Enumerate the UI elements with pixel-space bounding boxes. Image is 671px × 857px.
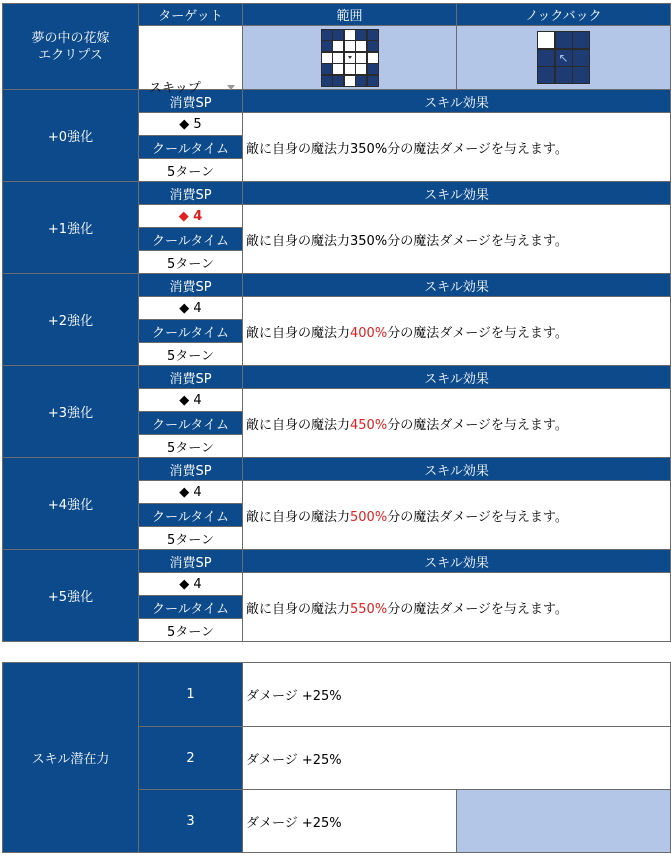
effect-suffix: 分の魔法ダメージを与えます。 <box>387 141 568 157</box>
chevron-down-icon[interactable] <box>227 85 235 90</box>
potential-num-2: 2 <box>139 727 243 790</box>
effect-text-5 <box>243 573 671 642</box>
range-cell <box>243 26 457 90</box>
level-name-2: +2強化 <box>3 274 139 366</box>
knockback-grid-icon: ↖ <box>537 31 590 84</box>
header-knockback: ノックバック <box>457 4 671 26</box>
effect-label: スキル効果 <box>243 182 671 205</box>
effect-suffix: 分の魔法ダメージを与えます。 <box>387 509 568 525</box>
effect-text-0 <box>243 113 671 182</box>
cooltime-label: クールタイム <box>139 320 243 343</box>
effect-label: スキル効果 <box>243 550 671 573</box>
skill-name-line1: 夢の中の花嫁 <box>31 30 110 46</box>
effect-label: スキル効果 <box>243 366 671 389</box>
effect-label: スキル効果 <box>243 90 671 113</box>
header-target: ターゲット <box>139 4 243 26</box>
sp-label: 消費SP <box>139 458 243 481</box>
cooltime-value-2: 5ターン <box>139 343 243 366</box>
potential-num-3: 3 <box>139 790 243 853</box>
skill-name-cell <box>3 4 139 90</box>
level-name-3: +3強化 <box>3 366 139 458</box>
sp-label: 消費SP <box>139 274 243 297</box>
sp-value-0: ◆ 5 <box>139 113 243 136</box>
effect-prefix: 敵に自身の魔法力 <box>246 601 351 617</box>
effect-prefix: 敵に自身の魔法力 <box>246 233 351 249</box>
effect-prefix: 敵に自身の魔法力 <box>246 509 351 525</box>
level-name-1: +1強化 <box>3 182 139 274</box>
effect-text-4 <box>243 481 671 550</box>
effect-suffix: 分の魔法ダメージを与えます。 <box>387 601 568 617</box>
effect-suffix: 分の魔法ダメージを与えます。 <box>387 417 568 433</box>
cooltime-value-5: 5ターン <box>139 619 243 642</box>
cooltime-label: クールタイム <box>139 504 243 527</box>
level-name-4: +4強化 <box>3 458 139 550</box>
effect-text-3 <box>243 389 671 458</box>
range-grid-icon <box>321 29 379 87</box>
potential-text-3: ダメージ +25% <box>243 790 457 853</box>
sp-value-5: ◆ 4 <box>139 573 243 596</box>
potential-empty-cell <box>457 790 671 853</box>
skill-enhancement-table <box>2 3 671 642</box>
cooltime-value-1: 5ターン <box>139 251 243 274</box>
cooltime-label: クールタイム <box>139 228 243 251</box>
effect-value: 500% <box>350 509 388 525</box>
sp-label: 消費SP <box>139 182 243 205</box>
header-range: 範囲 <box>243 4 457 26</box>
cooltime-value-3: 5ターン <box>139 435 243 458</box>
sp-label: 消費SP <box>139 90 243 113</box>
skill-potential-table <box>2 662 671 853</box>
level-name-0: +0強化 <box>3 90 139 182</box>
effect-prefix: 敵に自身の魔法力 <box>246 417 351 433</box>
target-dropdown[interactable] <box>139 26 243 96</box>
potential-text-1: ダメージ +25% <box>243 663 671 727</box>
skill-name-line2: エクリプス <box>38 47 103 63</box>
effect-value: 350% <box>350 141 388 157</box>
effect-text-2 <box>243 297 671 366</box>
sp-value-4: ◆ 4 <box>139 481 243 504</box>
effect-suffix: 分の魔法ダメージを与えます。 <box>387 325 568 341</box>
cooltime-label: クールタイム <box>139 596 243 619</box>
effect-value: 550% <box>350 601 388 617</box>
potential-num-1: 1 <box>139 663 243 727</box>
effect-suffix: 分の魔法ダメージを与えます。 <box>387 233 568 249</box>
effect-text-1 <box>243 205 671 274</box>
sp-value-3: ◆ 4 <box>139 389 243 412</box>
target-dropdown-value: スキップ <box>149 80 201 96</box>
cooltime-value-0: 5ターン <box>139 159 243 182</box>
effect-label: スキル効果 <box>243 458 671 481</box>
sp-value-1: ◆ 4 <box>139 205 243 228</box>
cooltime-label: クールタイム <box>139 412 243 435</box>
sp-label: 消費SP <box>139 366 243 389</box>
potential-text-2: ダメージ +25% <box>243 727 671 790</box>
effect-value: 350% <box>350 233 388 249</box>
potential-title: スキル潜在力 <box>3 663 139 853</box>
sp-label: 消費SP <box>139 550 243 573</box>
effect-prefix: 敵に自身の魔法力 <box>246 325 351 341</box>
sp-value-2: ◆ 4 <box>139 297 243 320</box>
cooltime-label: クールタイム <box>139 136 243 159</box>
cooltime-value-4: 5ターン <box>139 527 243 550</box>
effect-value: 400% <box>350 325 388 341</box>
effect-prefix: 敵に自身の魔法力 <box>246 141 351 157</box>
level-name-5: +5強化 <box>3 550 139 642</box>
knockback-cell <box>457 26 671 90</box>
effect-label: スキル効果 <box>243 274 671 297</box>
effect-value: 450% <box>350 417 388 433</box>
